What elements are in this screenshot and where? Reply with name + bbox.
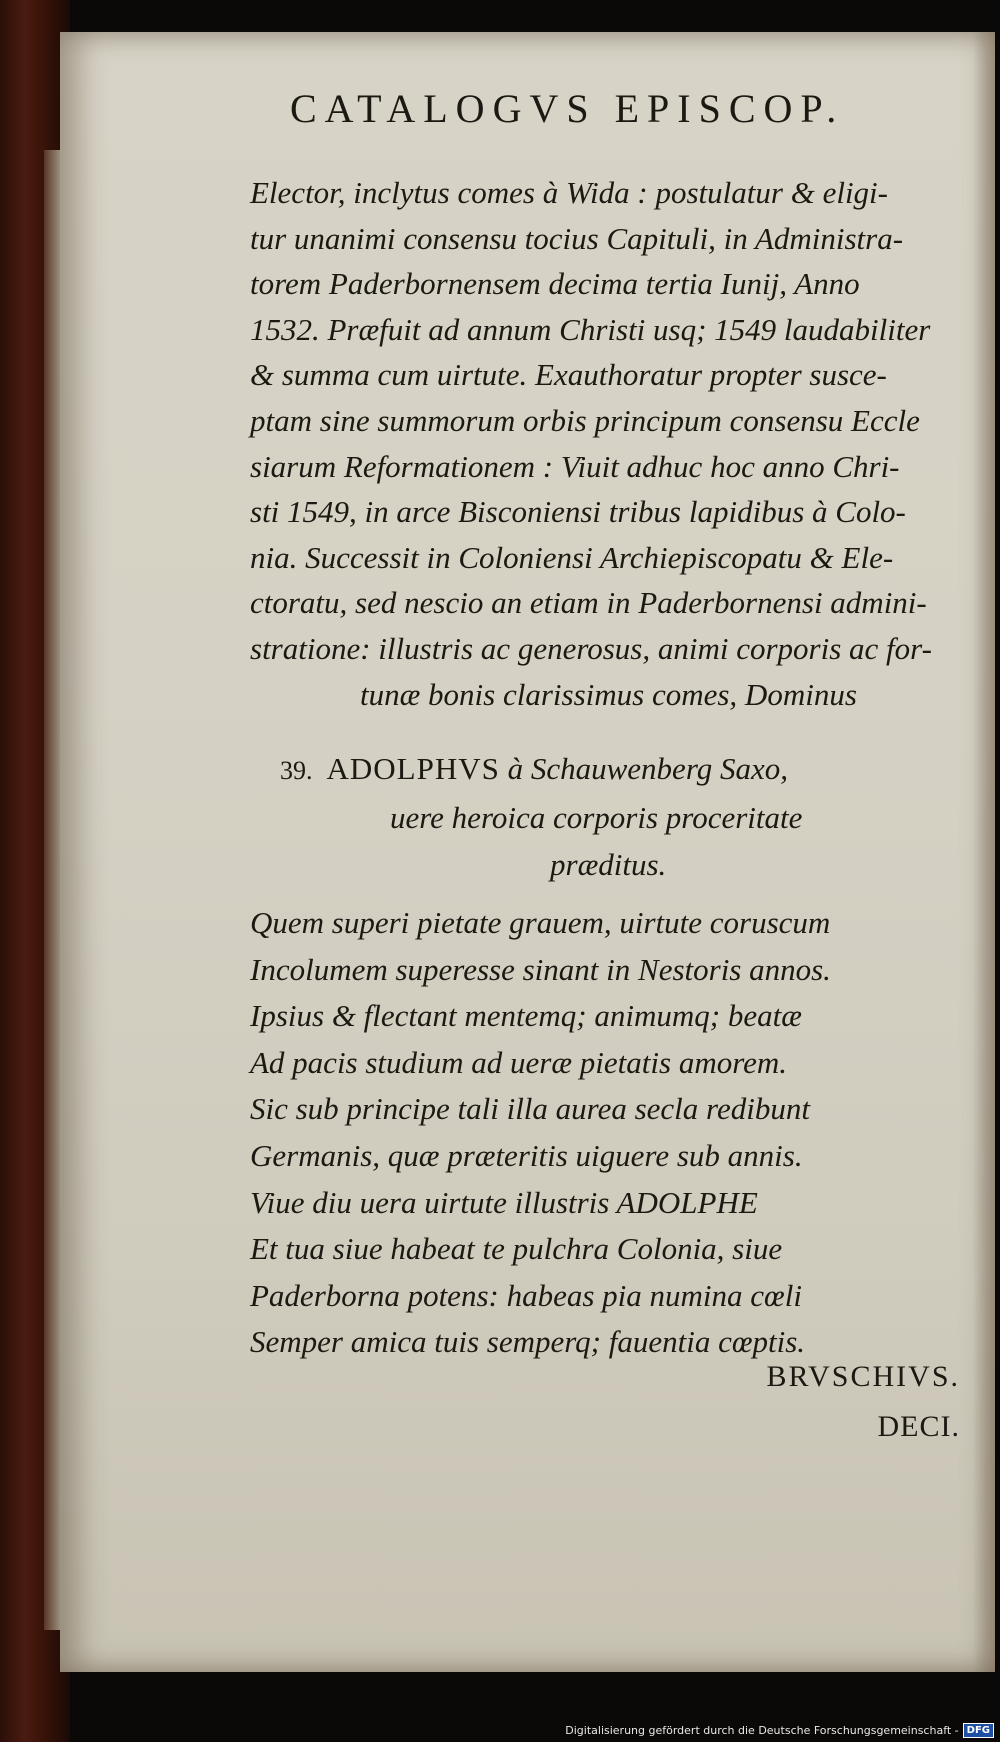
credit-text: Digitalisierung gefördert durch die Deutsche Forschungsgemeinschaft - [565,1724,959,1737]
prose-line: tunæ bonis clarissimus comes, Dominus [360,676,857,712]
verse-line: Germanis, quæ præteritis uiguere sub annis. [250,1137,803,1173]
entry-name: ADOLPHVS [326,751,500,786]
prose-line: nia. Successit in Coloniensi Archiepiscopatu & Ele- [250,539,894,575]
entry-number: 39. [280,756,313,785]
verse-line: Ipsius & flectant mentemq; animumq; beatæ [250,998,802,1034]
author-signature: BRVSCHIVS. [766,1360,960,1393]
verse-line: Et tua siue habeat te pulchra Colonia, siue [250,1231,783,1267]
entry-heading [280,745,980,888]
prose-line: tur unanimi consensu tocius Capituli, in Administra- [250,220,904,256]
prose-line: siarum Reformationem : Viuit adhuc hoc anno Chri- [250,448,900,484]
verse-line: Incolumem superesse sinant in Nestoris annos. [250,951,831,987]
prose-line: Elector, inclytus comes à Wida : postulatur & eligi- [250,175,888,210]
prose-block [250,170,970,717]
entry-heading-line-3: præditus. [550,847,667,882]
catchword: DECI. [877,1410,960,1443]
prose-line: stratione: illustris ac generosus, animi corporis ac for- [250,630,932,666]
verse-line: Sic sub principe tali illa aurea secla redibunt [250,1091,810,1127]
running-header: CATALOGVS EPISCOP. [290,86,845,131]
prose-line: ctoratu, sed nescio an etiam in Paderbornensi admini- [250,585,927,621]
prose-line: 1532. Præfuit ad annum Christi usq; 1549 laudabiliter [250,311,931,347]
entry-heading-line [280,745,980,794]
prose-line: & summa cum uirtute. Exauthoratur propter susce- [250,357,887,393]
dfg-logo: DFG [963,1723,994,1738]
prose-line: ptam sine summorum orbis principum consensu Eccle [250,402,920,438]
verse-line: Paderborna potens: habeas pia numina cœli [250,1277,802,1313]
verse-line: Semper amica tuis semperq; fauentia cœptis. [250,1324,806,1360]
digitization-credit [565,1723,994,1738]
prose-line: torem Paderbornensem decima tertia Iunij, Anno [250,266,860,302]
verse-line: Ad pacis studium ad ueræ pietatis amorem. [250,1044,788,1080]
verse-block [250,900,970,1366]
prose-line: sti 1549, in arce Bisconiensi tribus lapidibus à Colo- [250,494,906,530]
entry-heading-line-2: uere heroica corporis proceritate [390,800,803,835]
entry-heading-rest: à Schauwenberg Saxo, [507,751,788,786]
verse-line: Quem superi pietate grauem, uirtute coruscum [250,905,831,940]
verse-line: Viue diu uera uirtute illustris ADOLPHE [250,1184,758,1220]
